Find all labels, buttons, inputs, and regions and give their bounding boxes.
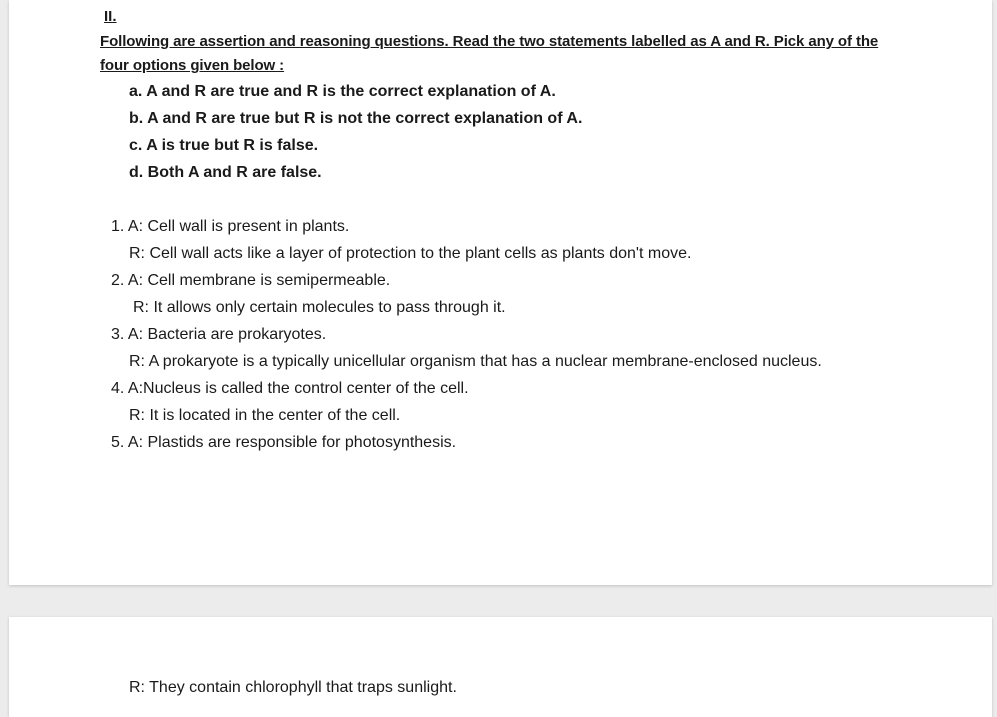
question-1-reason: R: Cell wall acts like a layer of protection to the plant cells as plants don't move. bbox=[129, 245, 692, 262]
section-number: II. bbox=[104, 8, 117, 25]
document-page-2 bbox=[9, 617, 992, 717]
question-3-reason: R: A prokaryote is a typically unicellular organism that has a nuclear membrane-enclosed nucleus. bbox=[129, 353, 822, 370]
question-5-reason: R: They contain chlorophyll that traps sunlight. bbox=[129, 679, 457, 696]
question-1-assertion: 1. A: Cell wall is present in plants. bbox=[111, 218, 350, 235]
question-2-reason: R: It allows only certain molecules to pass through it. bbox=[133, 299, 506, 316]
question-2-assertion: 2. A: Cell membrane is semipermeable. bbox=[111, 272, 391, 289]
instruction-line-2: four options given below : bbox=[100, 57, 285, 74]
option-c: c. A is true but R is false. bbox=[129, 137, 319, 154]
instruction-line-1: Following are assertion and reasoning questions. Read the two statements labelled as A and R. Pick any of the bbox=[100, 33, 879, 50]
option-b: b. A and R are true but R is not the correct explanation of A. bbox=[129, 110, 583, 127]
question-4-reason: R: It is located in the center of the cell. bbox=[129, 407, 401, 424]
option-d: d. Both A and R are false. bbox=[129, 164, 322, 181]
document-page-1 bbox=[9, 0, 992, 585]
question-4-assertion: 4. A:Nucleus is called the control center of the cell. bbox=[111, 380, 469, 397]
question-5-assertion: 5. A: Plastids are responsible for photosynthesis. bbox=[111, 434, 457, 451]
question-3-assertion: 3. A: Bacteria are prokaryotes. bbox=[111, 326, 327, 343]
option-a: a. A and R are true and R is the correct explanation of A. bbox=[129, 83, 556, 100]
